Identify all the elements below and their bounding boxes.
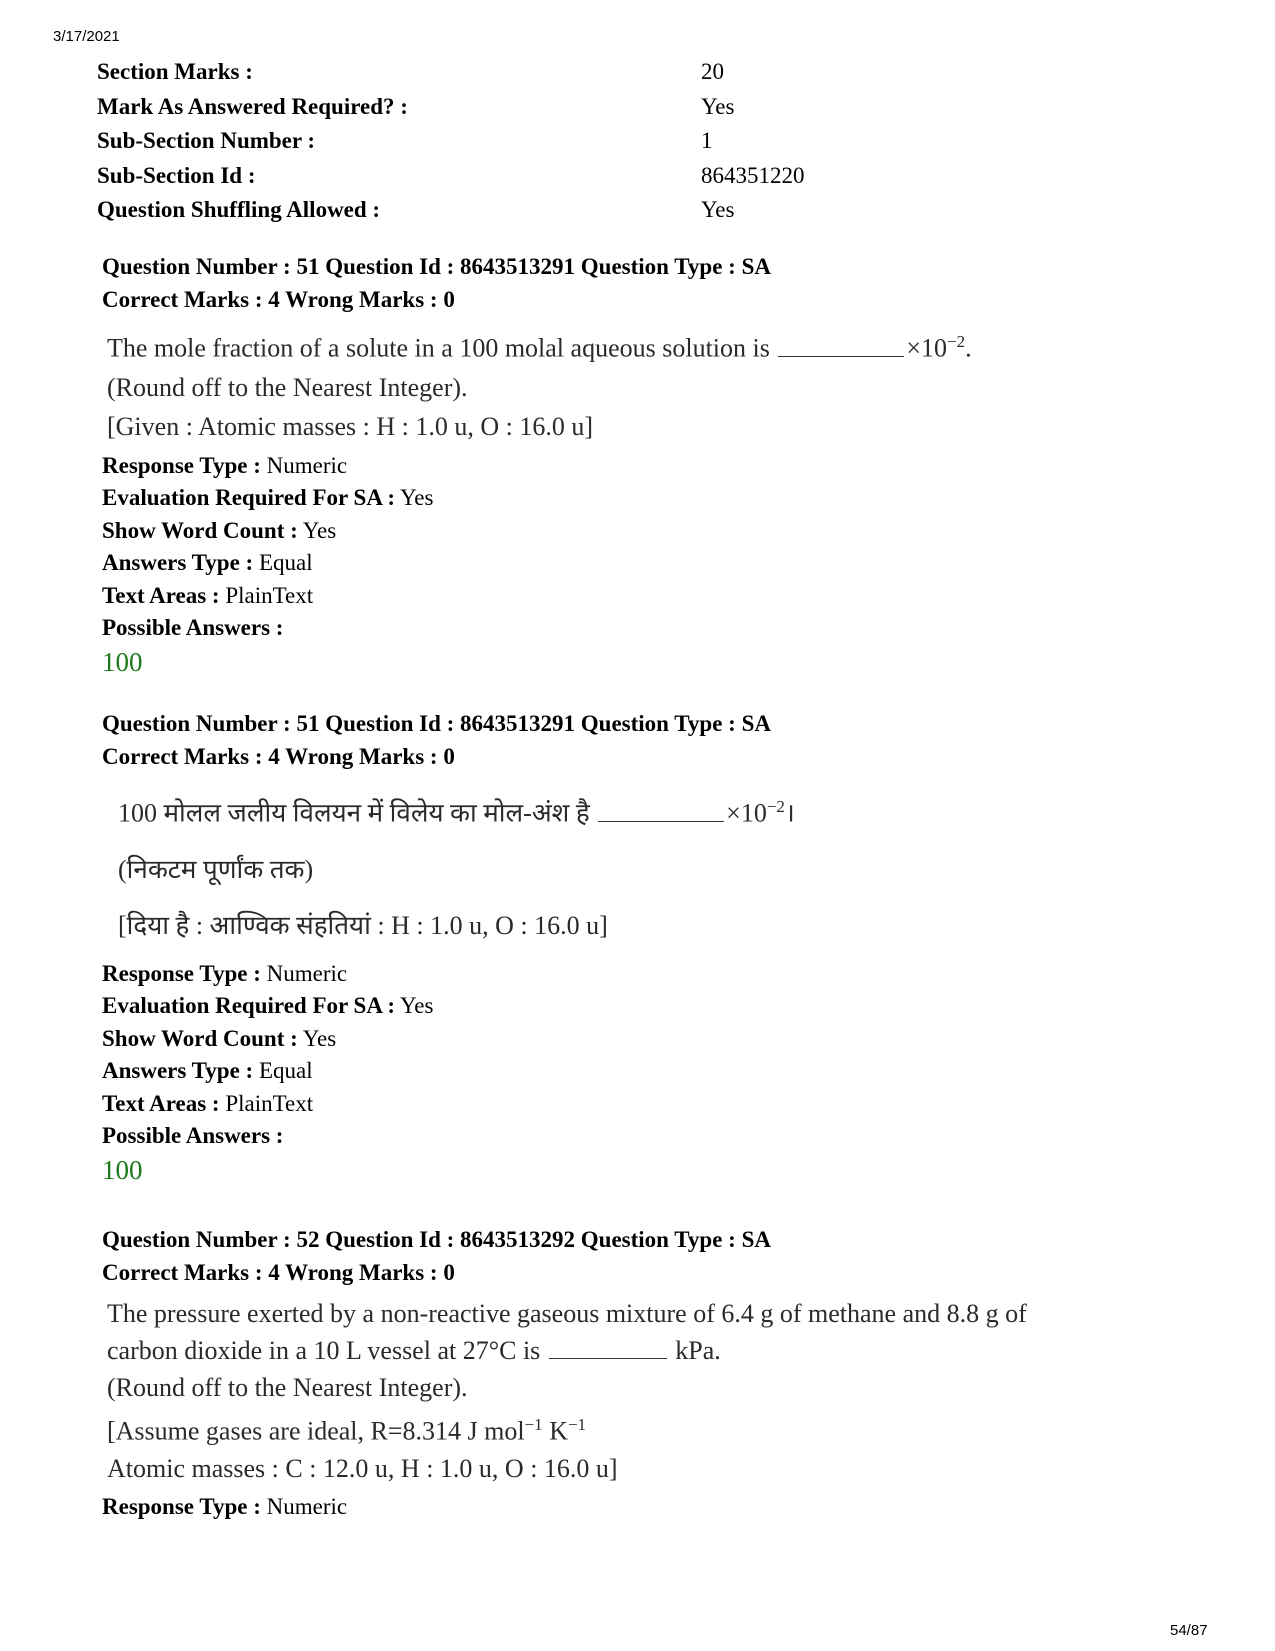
marks-header: Correct Marks : 4 Wrong Marks : 0 (102, 287, 455, 312)
section-row: Mark As Answered Required? : Yes (97, 93, 735, 119)
question-header: Question Number : 51 Question Id : 8643513291 Question Type : SA (102, 254, 771, 279)
section-info (97, 55, 897, 228)
question-block-1 (102, 250, 1202, 679)
marks-header: Correct Marks : 4 Wrong Marks : 0 (102, 1260, 455, 1285)
question-meta: Response Type : Numeric Evaluation Required For SA : Yes Show Word Count : Yes Answers Type : Equal Text Areas : PlainText Possible Answers : 100 (102, 958, 1202, 1187)
question-header: Question Number : 51 Question Id : 8643513291 Question Type : SA (102, 711, 771, 736)
answer-blank (549, 1336, 667, 1359)
section-row: Sub-Section Id : 864351220 (97, 162, 805, 188)
answer-blank (598, 799, 724, 822)
question-text: The mole fraction of a solute in a 100 molal aqueous solution is $\times 10^{-2}$. (Round off to the Nearest Integer). [Given : Atomic masses : H : 1.0 u, O : 16.0 u] (107, 332, 972, 441)
answer-blank (778, 334, 904, 357)
section-row: Section Marks : 20 (97, 59, 724, 84)
question-block-3 (102, 1223, 1202, 1523)
possible-answer: 100 (102, 1154, 143, 1185)
question-header: Question Number : 52 Question Id : 8643513292 Question Type : SA (102, 1227, 771, 1252)
question-block-2 (102, 707, 1202, 1187)
question-meta: Response Type : Numeric Evaluation Required For SA : Yes Show Word Count : Yes Answers Type : Equal Text Areas : PlainText Possible Answers : 100 (102, 450, 1202, 679)
question-text: The pressure exerted by a non-reactive gaseous mixture of 6.4 g of methane and 8.8 g of carbon dioxide in a 10 L vessel at 27°C is kPa. (Round off to the Nearest Integer). [Assume gases are ideal, R=8.314 J mol$^{-1}$ $K^{-1}$ Atomic masses : C : 12.0 u, H : 1.0 u, O : 16.0 u] (107, 1299, 1027, 1483)
section-row: Sub-Section Number : 1 (97, 128, 713, 153)
question-meta: Response Type : Numeric (102, 1493, 348, 1519)
marks-header: Correct Marks : 4 Wrong Marks : 0 (102, 744, 455, 769)
section-row: Question Shuffling Allowed : Yes (97, 197, 735, 222)
question-text: 100 मोलल जलीय विलयन में विलेय का मोल-अंश है $\times 10^{-2}।$ (निकटम पूर्णांक तक) [दिया है : आण्विक संहतियां : H : 1.0 u, O : 16.0 u] (118, 797, 795, 940)
page-number: 54/87 (1170, 1622, 1208, 1639)
print-date: 3/17/2021 (53, 28, 120, 45)
possible-answer: 100 (102, 646, 143, 677)
